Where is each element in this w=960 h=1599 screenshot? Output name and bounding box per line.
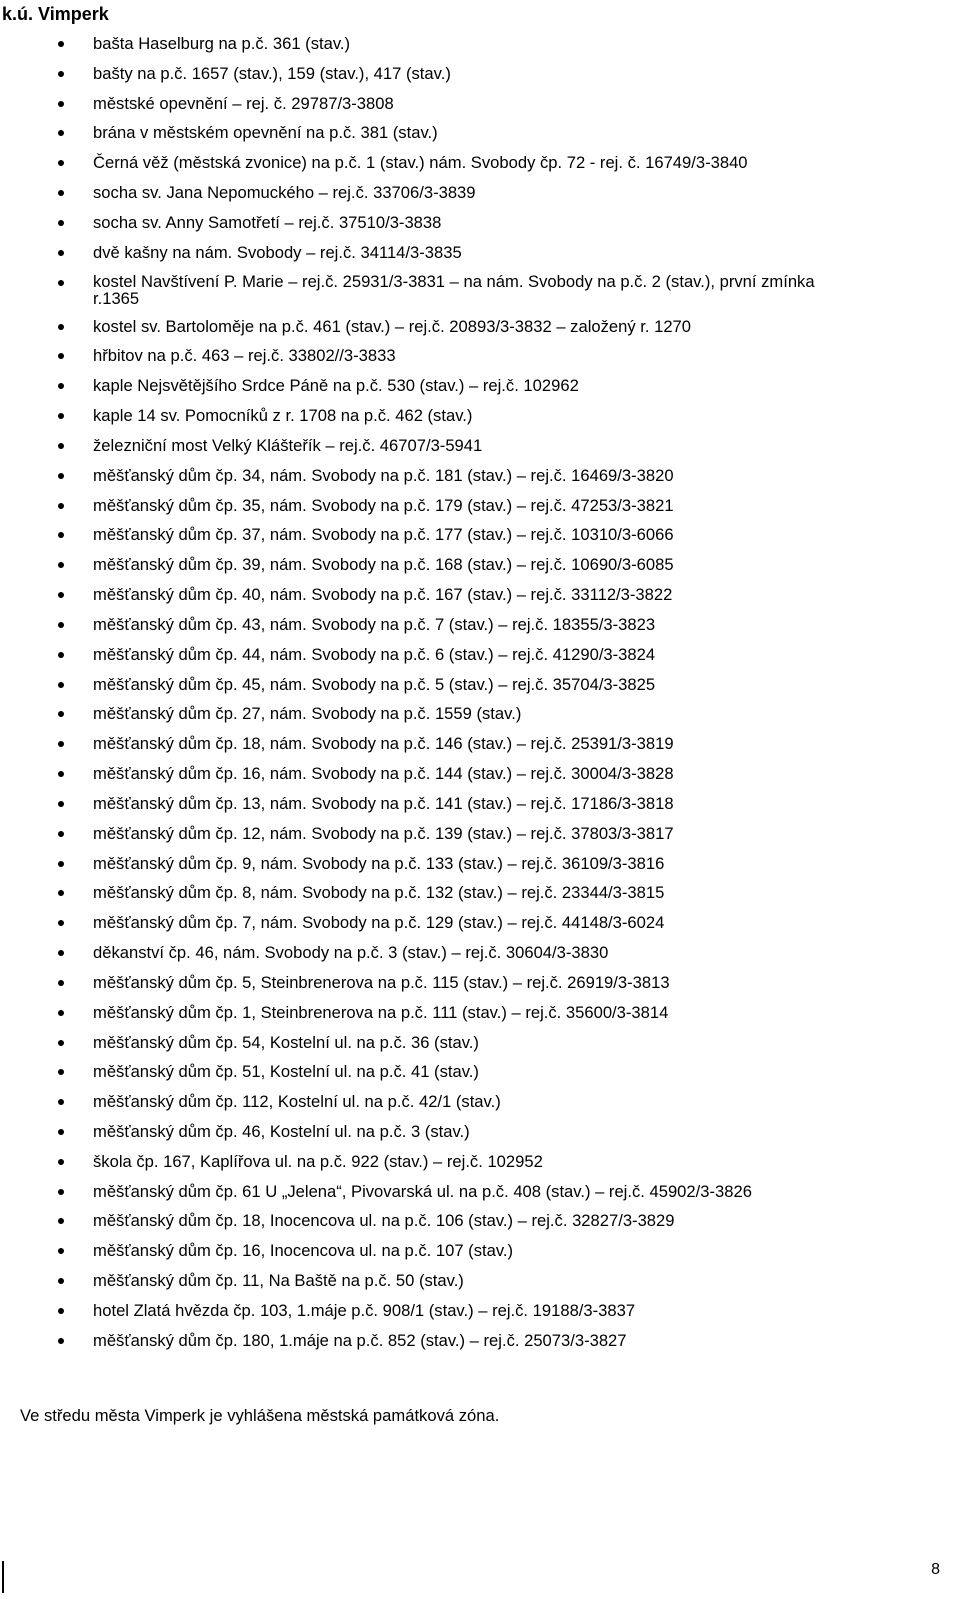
list-item: [0, 405, 860, 435]
list-item-text: měšťanský dům čp. 46, Kostelní ul. na p.č. 3 (stav.): [93, 1121, 470, 1141]
bullet-icon: [58, 250, 64, 256]
list-item-text: měšťanský dům čp. 61 U „Jelena“, Pivovarská ul. na p.č. 408 (stav.) – rej.č. 45902/3-3826: [93, 1181, 752, 1201]
bullet-icon: [58, 1218, 64, 1224]
list-item: [0, 465, 860, 495]
bullet-icon: [58, 1069, 64, 1075]
bullet-icon: [58, 443, 64, 449]
list-item-text: měšťanský dům čp. 35, nám. Svobody na p.č. 179 (stav.) – rej.č. 47253/3-3821: [93, 495, 674, 515]
list-item-text: měšťanský dům čp. 51, Kostelní ul. na p.č. 41 (stav.): [93, 1062, 479, 1082]
bullet-icon: [58, 383, 64, 389]
closing-paragraph: Ve středu města Vimperk je vyhlášena městská památková zóna.: [20, 1406, 500, 1425]
bullet-icon: [58, 190, 64, 196]
bullet-icon: [58, 771, 64, 777]
list-item: [0, 63, 860, 93]
list-item: [0, 882, 860, 912]
list-item-text: měšťanský dům čp. 54, Kostelní ul. na p.č. 36 (stav.): [93, 1032, 479, 1052]
bullet-icon: [58, 1308, 64, 1314]
list-item-text: měšťanský dům čp. 45, nám. Svobody na p.č. 5 (stav.) – rej.č. 35704/3-3825: [93, 674, 656, 694]
list-item: [0, 1002, 860, 1032]
list-item: [0, 1061, 860, 1091]
bullet-icon: [58, 413, 64, 419]
list-item: [0, 93, 860, 123]
bullet-icon: [58, 503, 64, 509]
list-item: [0, 763, 860, 793]
list-item-text: bašty na p.č. 1657 (stav.), 159 (stav.), 417 (stav.): [93, 63, 451, 83]
list-item: [0, 375, 860, 405]
bullet-icon: [58, 711, 64, 717]
list-item: [0, 1091, 860, 1121]
list-item: [0, 942, 860, 972]
list-item-text: kaple Nejsvětějšího Srdce Páně na p.č. 530 (stav.) – rej.č. 102962: [93, 376, 579, 396]
list-item-text: socha sv. Jana Nepomuckého – rej.č. 33706/3-3839: [93, 183, 476, 203]
bullet-icon: [58, 1099, 64, 1105]
bullet-icon: [58, 220, 64, 226]
bullet-icon: [58, 1129, 64, 1135]
list-item: [0, 212, 860, 242]
bullet-icon: [58, 280, 64, 286]
bullet-icon: [58, 324, 64, 330]
bullet-icon: [58, 652, 64, 658]
list-item: [0, 1121, 860, 1151]
bullet-icon: [58, 1278, 64, 1284]
bullet-icon: [58, 592, 64, 598]
bullet-icon: [58, 353, 64, 359]
bullet-icon: [58, 831, 64, 837]
list-item-text: měšťanský dům čp. 180, 1.máje na p.č. 852 (stav.) – rej.č. 25073/3-3827: [93, 1330, 627, 1350]
list-item-text: měšťanský dům čp. 8, nám. Svobody na p.č. 132 (stav.) – rej.č. 23344/3-3815: [93, 883, 665, 903]
list-item-text: hřbitov na p.č. 463 – rej.č. 33802//3-3833: [93, 346, 396, 366]
bullet-icon: [58, 950, 64, 956]
bullet-icon: [58, 980, 64, 986]
list-item-text: děkanství čp. 46, nám. Svobody na p.č. 3 (stav.) – rej.č. 30604/3-3830: [93, 943, 609, 963]
list-item-text: měšťanský dům čp. 16, nám. Svobody na p.č. 144 (stav.) – rej.č. 30004/3-3828: [93, 764, 674, 784]
bullet-icon: [58, 801, 64, 807]
section-heading: k.ú. Vimperk: [2, 4, 109, 24]
list-item: [0, 703, 860, 733]
list-item-text: měšťanský dům čp. 13, nám. Svobody na p.č. 141 (stav.) – rej.č. 17186/3-3818: [93, 793, 674, 813]
list-item-text: měšťanský dům čp. 39, nám. Svobody na p.č. 168 (stav.) – rej.č. 10690/3-6085: [93, 555, 674, 575]
list-item-text: měšťanský dům čp. 9, nám. Svobody na p.č. 133 (stav.) – rej.č. 36109/3-3816: [93, 853, 665, 873]
bullet-icon: [58, 861, 64, 867]
list-item: [0, 644, 860, 674]
list-item: [0, 122, 860, 152]
list-item: [0, 345, 860, 375]
list-item: [0, 674, 860, 704]
list-item: [0, 853, 860, 883]
list-item: [0, 152, 860, 182]
bullet-icon: [58, 101, 64, 107]
list-item: [0, 584, 860, 614]
bullet-icon: [58, 1338, 64, 1344]
list-item-text: měšťanský dům čp. 112, Kostelní ul. na p.č. 42/1 (stav.): [93, 1092, 501, 1112]
page-number: 8: [931, 1561, 940, 1578]
list-item-text: socha sv. Anny Samotřetí – rej.č. 37510/3-3838: [93, 212, 442, 232]
list-item: [0, 1300, 860, 1330]
bullet-icon: [58, 741, 64, 747]
bullet-icon: [58, 890, 64, 896]
list-item: [0, 823, 860, 853]
bullet-icon: [58, 920, 64, 926]
list-item: [0, 1240, 860, 1270]
bullet-icon: [58, 532, 64, 538]
list-item-text: měšťanský dům čp. 5, Steinbrenerova na p.č. 115 (stav.) – rej.č. 26919/3-3813: [93, 972, 670, 992]
list-item-text: dvě kašny na nám. Svobody – rej.č. 34114/3-3835: [93, 242, 462, 262]
list-item-text: městské opevnění – rej. č. 29787/3-3808: [93, 93, 394, 113]
list-item-text: měšťanský dům čp. 40, nám. Svobody na p.č. 167 (stav.) – rej.č. 33112/3-3822: [93, 585, 673, 605]
bullet-icon: [58, 682, 64, 688]
bullet-icon: [58, 562, 64, 568]
list-item-text: kaple 14 sv. Pomocníků z r. 1708 na p.č. 462 (stav.): [93, 406, 473, 426]
list-item: [0, 182, 860, 212]
list-item-text: měšťanský dům čp. 12, nám. Svobody na p.č. 139 (stav.) – rej.č. 37803/3-3817: [93, 823, 674, 843]
list-item-text: měšťanský dům čp. 43, nám. Svobody na p.č. 7 (stav.) – rej.č. 18355/3-3823: [93, 614, 656, 634]
list-item-text: brána v městském opevnění na p.č. 381 (stav.): [93, 123, 438, 143]
list-item: [0, 1151, 860, 1181]
list-item-text: měšťanský dům čp. 44, nám. Svobody na p.č. 6 (stav.) – rej.č. 41290/3-3824: [93, 644, 656, 664]
bullet-icon: [58, 1040, 64, 1046]
bullet-icon: [58, 473, 64, 479]
list-item: [0, 554, 860, 584]
list-item: [0, 972, 860, 1002]
list-item-text: měšťanský dům čp. 1, Steinbrenerova na p.č. 111 (stav.) – rej.č. 35600/3-3814: [93, 1002, 669, 1022]
bullet-icon: [58, 41, 64, 47]
list-item-text: škola čp. 167, Kaplířova ul. na p.č. 922 (stav.) – rej.č. 102952: [93, 1151, 543, 1171]
list-item-text: měšťanský dům čp. 34, nám. Svobody na p.č. 181 (stav.) – rej.č. 16469/3-3820: [93, 465, 674, 485]
bullet-icon: [58, 1010, 64, 1016]
list-item: [0, 1330, 860, 1360]
list-item-text: měšťanský dům čp. 27, nám. Svobody na p.č. 1559 (stav.): [93, 704, 522, 724]
list-item: [0, 614, 860, 644]
bullet-icon: [58, 1189, 64, 1195]
bullet-icon: [58, 1159, 64, 1165]
bullet-icon: [58, 160, 64, 166]
list-item: [0, 272, 860, 316]
list-item: [0, 1181, 860, 1211]
bullet-icon: [58, 71, 64, 77]
list-item: [0, 495, 860, 525]
list-item-text: kostel Navštívení P. Marie – rej.č. 25931/3-3831 – na nám. Svobody na p.č. 2 (stav.), první zmínka r.1365: [93, 271, 815, 308]
list-item: [0, 1032, 860, 1062]
bullet-icon: [58, 130, 64, 136]
list-item: [0, 524, 860, 554]
list-item: [0, 912, 860, 942]
list-item-text: kostel sv. Bartoloměje na p.č. 461 (stav.) – rej.č. 20893/3-3832 – založený r. 1270: [93, 316, 692, 336]
list-item-text: hotel Zlatá hvězda čp. 103, 1.máje p.č. 908/1 (stav.) – rej.č. 19188/3-3837: [93, 1300, 636, 1320]
list-item: [0, 33, 860, 63]
monument-list: [0, 33, 960, 1360]
list-item: [0, 316, 860, 346]
list-item: [0, 733, 860, 763]
list-item: [0, 1270, 860, 1300]
page-margin-bar: [2, 1561, 4, 1593]
list-item-text: železniční most Velký Klášteřík – rej.č. 46707/3-5941: [93, 435, 483, 455]
list-item-text: měšťanský dům čp. 37, nám. Svobody na p.č. 177 (stav.) – rej.č. 10310/3-6066: [93, 525, 674, 545]
list-item: [0, 793, 860, 823]
list-item: [0, 1210, 860, 1240]
bullet-icon: [58, 622, 64, 628]
list-item-text: měšťanský dům čp. 11, Na Baště na p.č. 50 (stav.): [93, 1271, 464, 1291]
bullet-icon: [58, 1248, 64, 1254]
list-item-text: bašta Haselburg na p.č. 361 (stav.): [93, 34, 351, 53]
list-item-text: měšťanský dům čp. 18, nám. Svobody na p.č. 146 (stav.) – rej.č. 25391/3-3819: [93, 734, 674, 754]
list-item: [0, 435, 860, 465]
list-item: [0, 242, 860, 272]
list-item-text: měšťanský dům čp. 7, nám. Svobody na p.č. 129 (stav.) – rej.č. 44148/3-6024: [93, 913, 665, 933]
list-item-text: měšťanský dům čp. 16, Inocencova ul. na p.č. 107 (stav.): [93, 1241, 514, 1261]
list-item-text: měšťanský dům čp. 18, Inocencova ul. na p.č. 106 (stav.) – rej.č. 32827/3-3829: [93, 1211, 675, 1231]
list-item-text: Černá věž (městská zvonice) na p.č. 1 (stav.) nám. Svobody čp. 72 - rej. č. 16749/3-3840: [93, 153, 748, 173]
